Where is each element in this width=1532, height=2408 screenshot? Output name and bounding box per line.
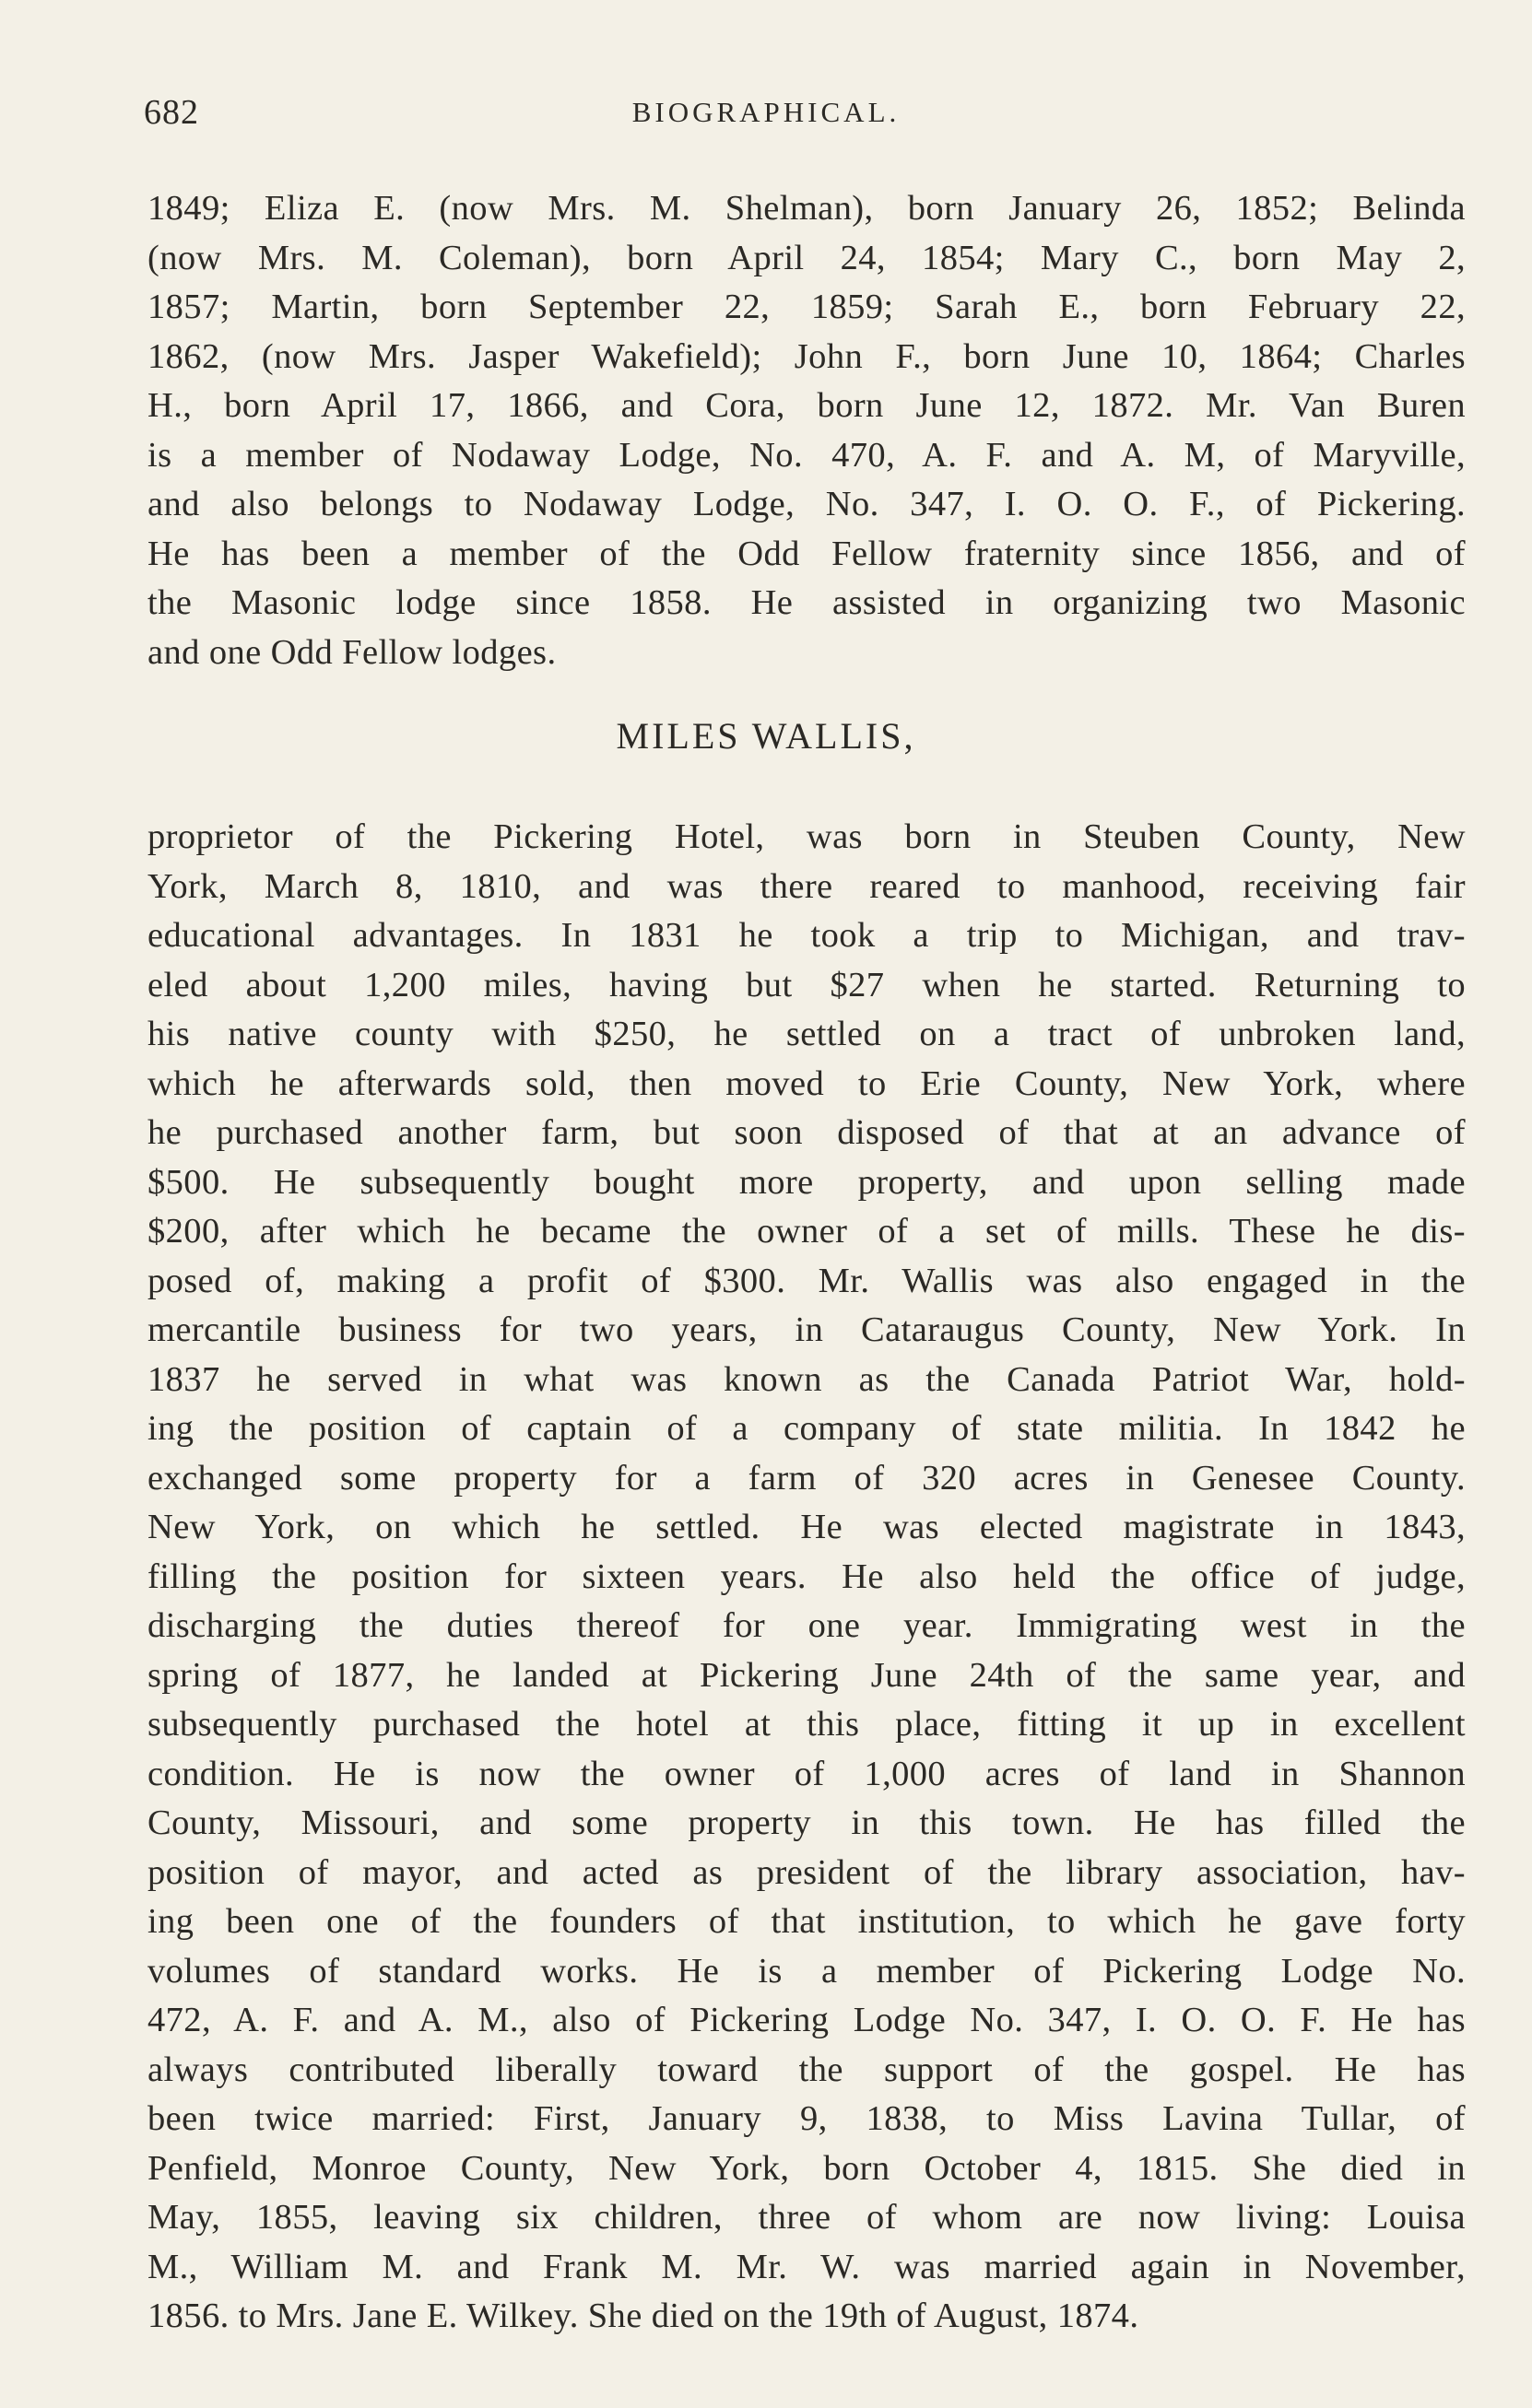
text-line: and one Odd Fellow lodges.	[147, 632, 557, 672]
text-line: filling the position for sixteen years. He also held the office of judge,	[147, 1556, 1466, 1596]
text-line: $200, after which he became the owner of a set of mills. These he dis-	[147, 1212, 1466, 1251]
text-line: posed of, making a profit of $300. Mr. Wallis was also engaged in the	[147, 1261, 1466, 1300]
text-line: 1857; Martin, born September 22, 1859; Sarah E., born February 22,	[147, 288, 1466, 326]
text-line: $500. He subsequently bought more property, and upon selling made	[147, 1162, 1466, 1202]
running-head: BIOGRAPHICAL.	[631, 96, 901, 128]
text-line: H., born April 17, 1866, and Cora, born June 12, 1872. Mr. Van Buren	[147, 386, 1466, 425]
text-line: Penfield, Monroe County, New York, born October 4, 1815. She died in	[147, 2148, 1466, 2188]
text-line: subsequently purchased the hotel at this place, fitting it up in excellent	[147, 1705, 1466, 1744]
text-line: ing been one of the founders of that institution, to which he gave forty	[147, 1902, 1466, 1941]
page-number: 682	[144, 93, 199, 132]
text-line: 472, A. F. and A. M., also of Pickering Lodge No. 347, I. O. O. F. He has	[147, 2001, 1466, 2039]
text-line: spring of 1877, he landed at Pickering June 24th of the same year, and	[147, 1655, 1466, 1695]
paragraph-biography	[147, 813, 1466, 2342]
text-line: which he afterwards sold, then moved to Erie County, New York, where	[147, 1063, 1466, 1103]
text-line: M., William M. and Frank M. Mr. W. was married again in November,	[147, 2247, 1466, 2286]
text-line: and also belongs to Nodaway Lodge, No. 347, I. O. O. F., of Pickering.	[147, 485, 1466, 523]
text-line: condition. He is now the owner of 1,000 acres of land in Shannon	[147, 1754, 1466, 1793]
text-line: New York, on which he settled. He was elected magistrate in 1843,	[147, 1508, 1466, 1546]
section-heading: MILES WALLIS,	[616, 715, 916, 757]
text-line: been twice married: First, January 9, 1838, to Miss Lavina Tullar, of	[147, 2099, 1466, 2138]
text-line: 1862, (now Mrs. Jasper Wakefield); John F., born June 10, 1864; Charles	[147, 336, 1466, 376]
text-line: is a member of Nodaway Lodge, No. 470, A. F. and A. M, of Maryville,	[147, 435, 1466, 475]
text-line: County, Missouri, and some property in this town. He has filled the	[147, 1803, 1466, 1842]
text-line: he purchased another farm, but soon disposed of that at an advance of	[147, 1113, 1466, 1152]
text-line: May, 1855, leaving six children, three of whom are now living: Louisa	[147, 2198, 1466, 2237]
paragraph-continued	[147, 184, 1466, 677]
text-line: 1856. to Mrs. Jane E. Wilkey. She died on the 19th of August, 1874.	[147, 2296, 1139, 2335]
text-line: (now Mrs. M. Coleman), born April 24, 1854; Mary C., born May 2,	[147, 238, 1466, 277]
text-line: educational advantages. In 1831 he took a trip to Michigan, and trav-	[147, 916, 1466, 955]
text-line: eled about 1,200 miles, having but $27 when he started. Returning to	[147, 965, 1466, 1004]
text-line: proprietor of the Pickering Hotel, was born in Steuben County, New	[147, 817, 1466, 856]
text-line: exchanged some property for a farm of 320 acres in Genesee County.	[147, 1458, 1466, 1498]
text-line: his native county with $250, he settled on a tract of unbroken land,	[147, 1015, 1466, 1053]
text-line: discharging the duties thereof for one year. Immigrating west in the	[147, 1606, 1466, 1645]
text-line: 1849; Eliza E. (now Mrs. M. Shelman), born January 26, 1852; Belinda	[147, 189, 1466, 228]
text-line: 1837 he served in what was known as the Canada Patriot War, hold-	[147, 1359, 1466, 1399]
text-line: ing the position of captain of a company of state militia. In 1842 he	[147, 1409, 1466, 1448]
text-line: always contributed liberally toward the support of the gospel. He has	[147, 2050, 1466, 2089]
text-line: York, March 8, 1810, and was there reared to manhood, receiving fair	[147, 866, 1466, 906]
text-line: mercantile business for two years, in Cataraugus County, New York. In	[147, 1310, 1466, 1349]
text-line: He has been a member of the Odd Fellow fraternity since 1856, and of	[147, 534, 1466, 573]
text-line: the Masonic lodge since 1858. He assisted in organizing two Masonic	[147, 583, 1466, 622]
text-line: position of mayor, and acted as president of the library association, hav-	[147, 1852, 1466, 1892]
text-line: volumes of standard works. He is a member of Pickering Lodge No.	[147, 1951, 1466, 1991]
